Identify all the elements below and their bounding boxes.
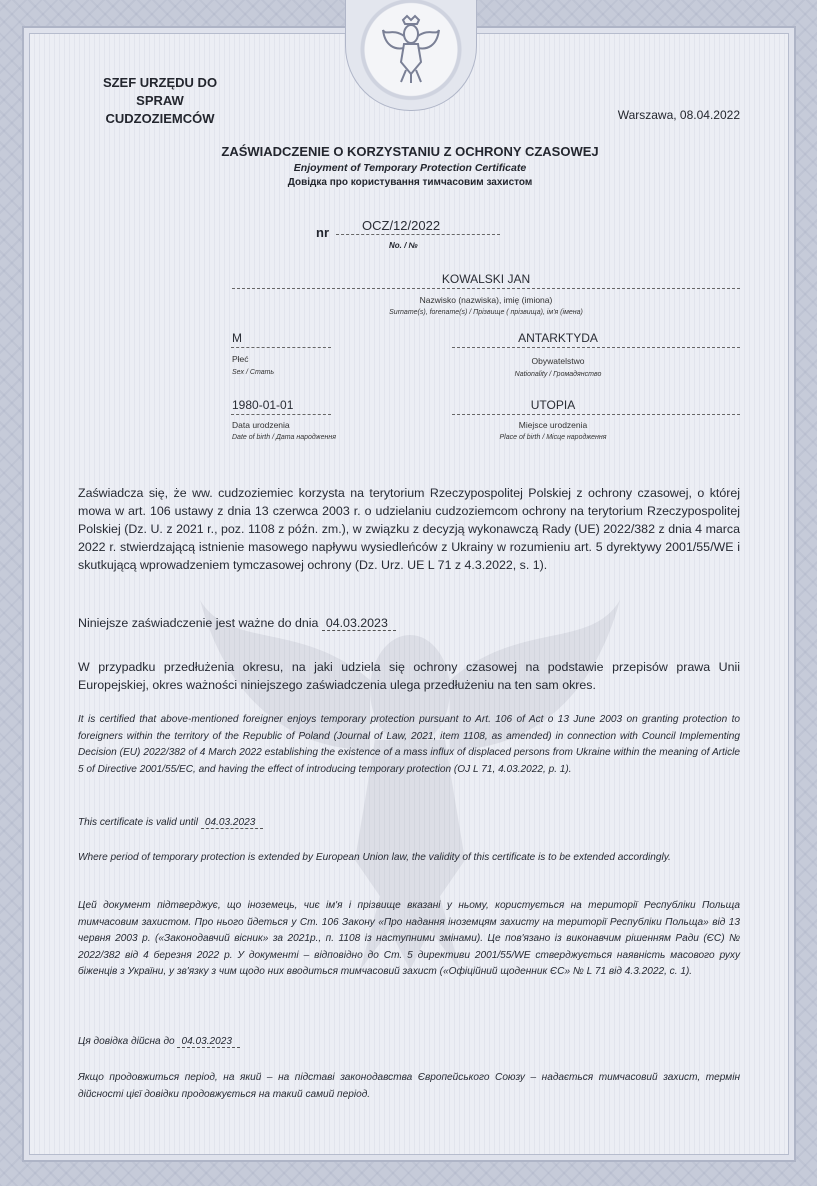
- uk-validity-label: Ця довідка дійсна до: [78, 1036, 175, 1047]
- en-validity-label: This certificate is valid until: [78, 817, 199, 828]
- name-label-pl: Nazwisko (nazwiska), imię (imiona): [419, 295, 553, 305]
- uk-validity: [78, 1034, 740, 1051]
- name-label-multilingual: Surname(s), forename(s) / Прізвище ( прізвища), ім'я (імена): [389, 309, 583, 316]
- pl-extension-text: W przypadku przedłużenia okresu, na jaki udziela się ochrony czasowej na podstawie przepisów prawa Unii Europejskiej, okres ważności niniejszego zaświadczenia ulega przedłużeniu na ten sam okres.: [78, 660, 740, 692]
- en-certification-text: It is certified that above-mentioned foreigner enjoys temporary protection pursuant to Art. 106 of Act o 13 June 2003 on granting protection to foreigners within the territory of the Republic of Poland (Journal of Law, 2021, item 1108, as amended) in connection with Council Implementing Decision (EU) 2022/382 of 4 March 2022 establishing the existence of a mass influx of displaced persons from Ukraine within the meaning of Article 5 of Directive 2001/55/EC, and having the effect of introducing temporary protection (OJ L 71, 4.03.2022, p. 1).: [78, 714, 740, 775]
- document-title: [100, 144, 720, 188]
- en-validity: [78, 815, 740, 832]
- nationality-label-pl: Obywatelstwo: [531, 356, 585, 366]
- birth-date-label-multilingual: Date of birth / Дата народження: [232, 434, 336, 441]
- issuing-authority: [80, 74, 240, 128]
- authority-line-1: SZEF URZĘDU DO SPRAW: [102, 75, 218, 108]
- pl-certification-text: Zaświadcza się, że ww. cudzoziemiec korzysta na terytorium Rzeczypospolitej Polskiej z ochrony czasowej, o której mowa w art. 106 ustawy z dnia 13 czerwca 2003 r. o udzielaniu cudzoziemcom ochrony na terytorium Rzeczypospolitej Polskiej (Dz. U. z 2021 r., poz. 1108 z późn. zm.), w związku z decyzją wykonawczą Rady (UE) 2022/382 z dnia 4 marca 2022 r. stwierdzającą istnienie masowego napływu wysiedleńców z Ukrainy w rozumieniu art. 5 dyrektywy 2001/55/WE i skutkującą wprowadzeniem tymczasowej ochrony (Dz. Urz. UE L 71 z 4.3.2022, s. 1).: [78, 486, 740, 572]
- sex-label-multilingual: Sex / Стать: [232, 369, 275, 376]
- pl-validity-date: 04.03.2023: [322, 616, 396, 631]
- uk-extension-text: Якщо продовжиться період, на який – на підставі законодавства Європейського Союзу – надається тимчасовий захист, термін дійсності цієї довідки продовжується на такий самий період.: [78, 1072, 740, 1100]
- en-validity-date: 04.03.2023: [201, 817, 264, 829]
- sex-label-pl: Płeć: [232, 354, 249, 364]
- nationality-label-multilingual: Nationality / Громадянство: [514, 371, 602, 378]
- birth-place-label-multilingual: Place of birth / Місце народження: [499, 434, 607, 441]
- birth-place-label-pl: Miejsce urodzenia: [518, 420, 588, 430]
- sex-value: M: [232, 331, 242, 345]
- pl-validity-label: Niniejsze zaświadczenie jest ważne do dnia: [78, 616, 319, 630]
- uk-certification-text: Цей документ підтверджує, що іноземець, чиє ім'я і прізвище вказані у ньому, користується на території Республіки Польща тимчасовим захистом. Про нього йдеться у Ст. 106 Закону «Про надання іноземцям захисту на території Республіки Польща» від 13 червня 2003 р. («Законодавчий вісник» за 2021р., п. 1108 із наступними змінами). Це пов'язано із виконавчим рішенням Ради (ЄС) № 2022/382 від 4 березня 2022 р. У документі – відповідно до Ст. 5 директиви 2001/55/WE стверджується наявність масового руху біженців з України, у зв'язку з чим щодо них вводиться тимчасовий захист («Офіційний щоденник ЄС» № L 71 від 4.3.2022, с. 1).: [78, 900, 740, 977]
- eagle-icon: [381, 14, 441, 84]
- birth-date-label-pl: Data urodzenia: [232, 420, 290, 430]
- place-and-date: Warszawa, 08.04.2022: [617, 108, 740, 122]
- holder-name: KOWALSKI JAN: [441, 272, 531, 286]
- birth-place-value: UTOPIA: [530, 398, 576, 412]
- birth-date-value: 1980-01-01: [232, 398, 294, 412]
- title-ukrainian: Довідка про користування тимчасовим захистом: [287, 177, 533, 188]
- number-prefix: nr: [316, 225, 329, 240]
- title-polish: ZAŚWIADCZENIE O KORZYSTANIU Z OCHRONY CZASOWEJ: [221, 144, 599, 159]
- en-extension-text: Where period of temporary protection is extended by European Union law, the validity of this certificate is to be extended accordingly.: [78, 852, 671, 863]
- number-caption: No. / №: [389, 241, 418, 250]
- uk-validity-date: 04.03.2023: [177, 1036, 240, 1048]
- title-english: Enjoyment of Temporary Protection Certificate: [293, 162, 527, 174]
- pl-validity: [78, 614, 740, 632]
- certificate-number: OCZ/12/2022: [362, 218, 441, 233]
- authority-line-2: CUDZOZIEMCÓW: [105, 111, 215, 126]
- nationality-value: ANTARKTYDA: [518, 331, 598, 345]
